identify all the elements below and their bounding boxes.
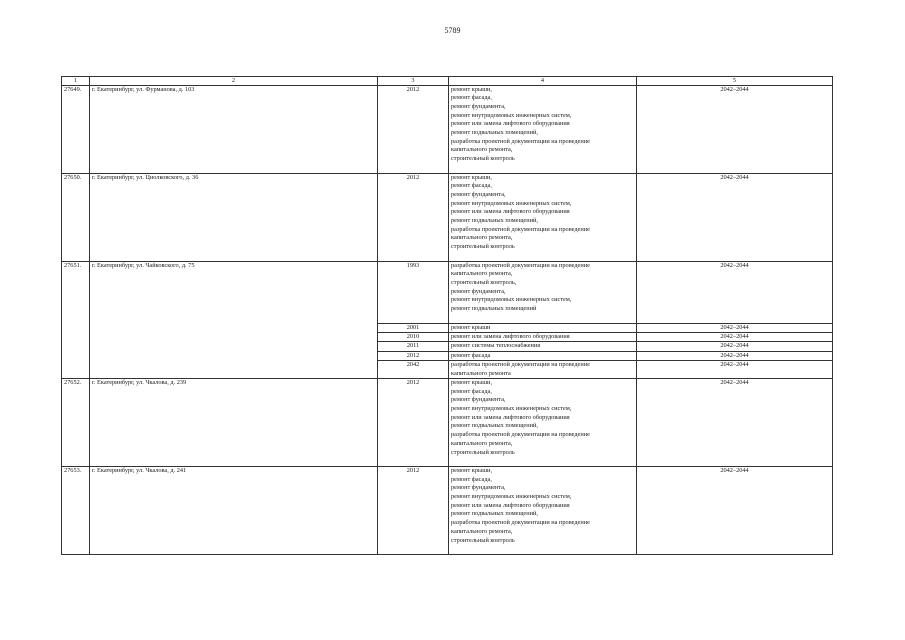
- work-item: разработка проектной документации на проведение: [451, 361, 590, 369]
- planned-period: 2042–2044: [637, 361, 833, 379]
- works-list: [449, 378, 637, 466]
- works-list: [449, 351, 637, 360]
- planned-period: 2042–2044: [637, 332, 833, 341]
- work-item: разработка проектной документации на проведение: [451, 519, 590, 527]
- table-row: [62, 173, 833, 261]
- work-item: ремонт внутридомовых инженерных систем,: [451, 405, 572, 413]
- works-list: [449, 85, 637, 173]
- planned-period: 2042–2044: [637, 173, 833, 261]
- repair-schedule-table: [61, 76, 833, 555]
- works-list: [449, 466, 637, 554]
- record-address: г. Екатеринбург, ул. Чкалова, д. 241: [90, 466, 378, 554]
- record-number: 27651.: [62, 261, 90, 378]
- table-body: [62, 77, 833, 555]
- work-item: ремонт или замена лифтового оборудования: [451, 332, 570, 340]
- work-item: ремонт крыши: [451, 323, 491, 331]
- record-number: 27649.: [62, 85, 90, 173]
- planned-period: 2042–2044: [637, 323, 833, 332]
- column-number-4: 4: [449, 77, 637, 86]
- works-list: [449, 332, 637, 341]
- work-item: разработка проектной документации на проведение: [451, 261, 590, 269]
- record-address: г. Екатеринбург, ул. Чкалова, д. 239: [90, 378, 378, 466]
- last-repair-year: 2001: [378, 323, 449, 332]
- work-item: капитального ремонта: [451, 369, 511, 377]
- column-number-2: 2: [90, 77, 378, 86]
- work-item: строительный контроль: [451, 536, 515, 544]
- column-number-1: 1: [62, 77, 90, 86]
- work-item: разработка проектной документации на проведение: [451, 431, 590, 439]
- table-row: [62, 85, 833, 173]
- column-number-3: 3: [378, 77, 449, 86]
- work-item: ремонт фундамента,: [451, 396, 506, 404]
- record-address: г. Екатеринбург, ул. Чайковского, д. 75: [90, 261, 378, 378]
- work-item: ремонт фасада: [451, 351, 491, 359]
- work-item: ремонт фундамента,: [451, 287, 506, 295]
- work-item: ремонт внутридомовых инженерных систем,: [451, 296, 572, 304]
- last-repair-year: 2012: [378, 351, 449, 360]
- last-repair-year: 2012: [378, 85, 449, 173]
- last-repair-year: 2011: [378, 342, 449, 351]
- last-repair-year: 2042: [378, 361, 449, 379]
- work-item: капитального ремонта,: [451, 146, 513, 154]
- record-address: г. Екатеринбург, ул. Циолковского, д. 36: [90, 173, 378, 261]
- work-item: ремонт или замена лифтового оборудования: [451, 208, 570, 216]
- work-item: строительный контроль: [451, 155, 515, 163]
- work-item: ремонт системы теплоснабжения: [451, 342, 541, 350]
- last-repair-year: 1993: [378, 261, 449, 323]
- work-item: ремонт фасада,: [451, 475, 492, 483]
- work-item: ремонт подвальных помещений,: [451, 129, 538, 137]
- work-item: ремонт крыши,: [451, 173, 493, 181]
- last-repair-year: 2012: [378, 378, 449, 466]
- record-number: 27650.: [62, 173, 90, 261]
- last-repair-year: 2012: [378, 466, 449, 554]
- works-list: [449, 361, 637, 379]
- work-item: ремонт крыши,: [451, 378, 493, 386]
- table-row: [62, 261, 833, 323]
- work-item: ремонт подвальных помещений,: [451, 217, 538, 225]
- work-item: капитального ремонта,: [451, 527, 513, 535]
- work-item: строительный контроль,: [451, 278, 517, 286]
- work-item: капитального ремонта,: [451, 439, 513, 447]
- work-item: ремонт подвальных помещений: [451, 305, 537, 313]
- table-row: [62, 466, 833, 554]
- work-item: ремонт или замена лифтового оборудования: [451, 501, 570, 509]
- planned-period: 2042–2044: [637, 261, 833, 323]
- work-item: ремонт внутридомовых инженерных систем,: [451, 493, 572, 501]
- work-item: ремонт фасада,: [451, 387, 492, 395]
- last-repair-year: 2010: [378, 332, 449, 341]
- works-list: [449, 261, 637, 323]
- work-item: ремонт или замена лифтового оборудования: [451, 413, 570, 421]
- record-address: г. Екатеринбург, ул. Фурманова, д. 103: [90, 85, 378, 173]
- work-item: ремонт фундамента,: [451, 484, 506, 492]
- work-item: ремонт фасада,: [451, 94, 492, 102]
- work-item: ремонт фасада,: [451, 182, 492, 190]
- table-row: [62, 378, 833, 466]
- record-number: 27652.: [62, 378, 90, 466]
- work-item: ремонт подвальных помещений,: [451, 510, 538, 518]
- planned-period: 2042–2044: [637, 351, 833, 360]
- work-item: ремонт фундамента,: [451, 190, 506, 198]
- work-item: ремонт или замена лифтового оборудования: [451, 120, 570, 128]
- works-list: [449, 173, 637, 261]
- page-number: 5789: [444, 26, 461, 35]
- column-number-row: [62, 77, 833, 86]
- works-list: [449, 342, 637, 351]
- last-repair-year: 2012: [378, 173, 449, 261]
- work-item: ремонт внутридомовых инженерных систем,: [451, 111, 572, 119]
- work-item: ремонт крыши,: [451, 85, 493, 93]
- planned-period: 2042–2044: [637, 466, 833, 554]
- planned-period: 2042–2044: [637, 342, 833, 351]
- column-number-5: 5: [637, 77, 833, 86]
- work-item: ремонт подвальных помещений,: [451, 422, 538, 430]
- planned-period: 2042–2044: [637, 378, 833, 466]
- work-item: разработка проектной документации на проведение: [451, 137, 590, 145]
- work-item: ремонт крыши,: [451, 466, 493, 474]
- work-item: ремонт внутридомовых инженерных систем,: [451, 199, 572, 207]
- work-item: строительный контроль: [451, 243, 515, 251]
- planned-period: 2042–2044: [637, 85, 833, 173]
- work-item: строительный контроль: [451, 448, 515, 456]
- record-number: 27653.: [62, 466, 90, 554]
- works-list: [449, 323, 637, 332]
- work-item: ремонт фундамента,: [451, 102, 506, 110]
- work-item: капитального ремонта,: [451, 234, 513, 242]
- work-item: капитального ремонта,: [451, 270, 513, 278]
- work-item: разработка проектной документации на проведение: [451, 225, 590, 233]
